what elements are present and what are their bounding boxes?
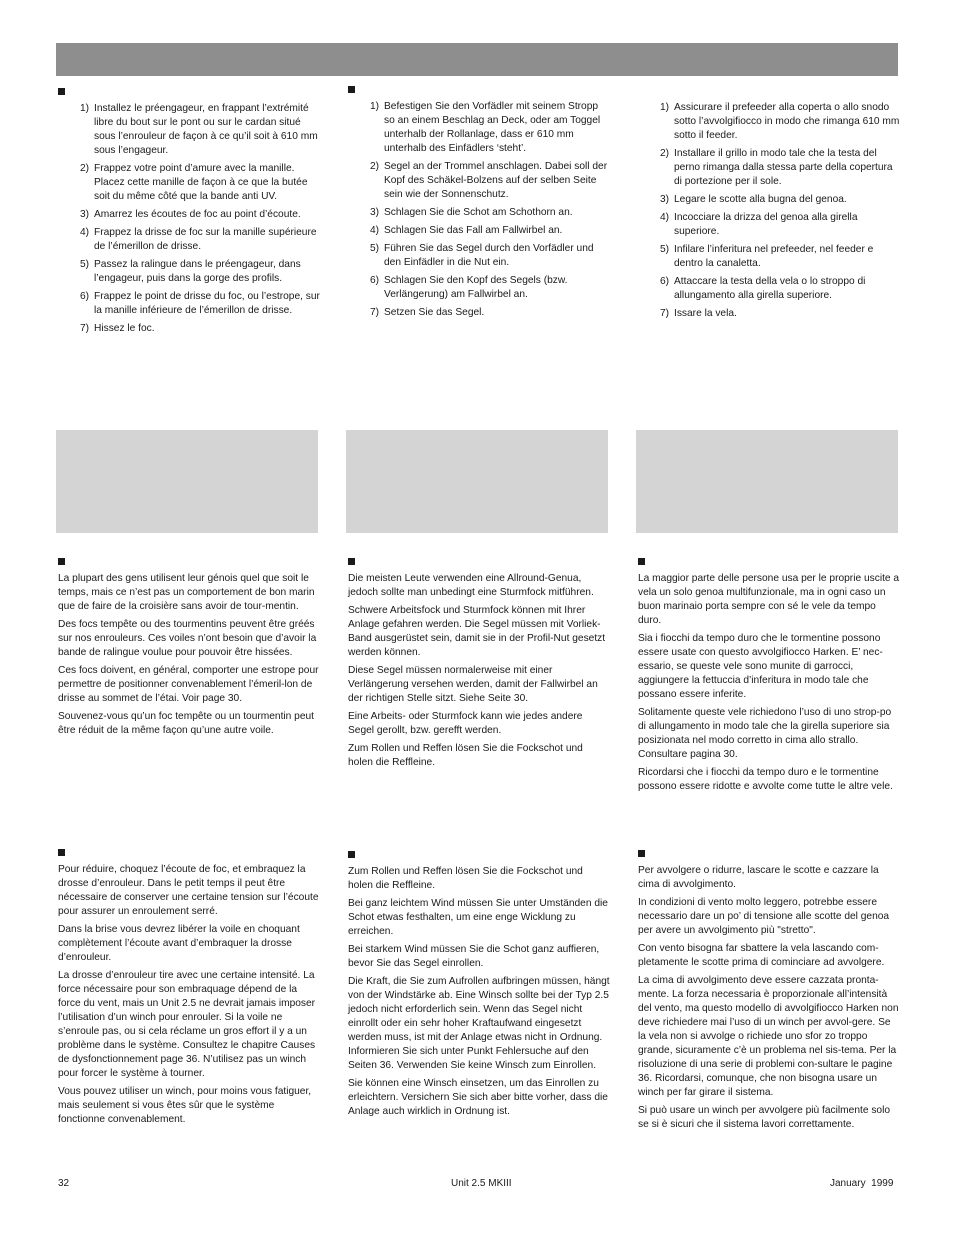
- step-list: [638, 101, 900, 321]
- paragraph-group: [348, 572, 610, 770]
- paragraph-group: [638, 572, 900, 794]
- step-text: Amarrez les écoutes de foc au point d’écoute.: [94, 209, 301, 220]
- step-number: 4): [660, 212, 670, 223]
- install-column-it: [638, 87, 900, 325]
- step-text: Schlagen Sie die Schot am Schothorn an.: [384, 207, 573, 218]
- list-item: [348, 306, 610, 320]
- list-item: [638, 211, 900, 239]
- step-text: Führen Sie das Segel durch den Vorfädler und den Einfädler in die Nut ein.: [384, 243, 594, 268]
- paragraph: Ricordarsi che i fiocchi da tempo duro e le tormentine possono essere ridotte e avvolte come tutte le altre vele.: [638, 767, 893, 792]
- step-text: Installare il grillo in modo tale che la testa del perno rimanga dalla stessa parte della copertura di portezione per il sole.: [674, 148, 893, 187]
- step-number: 3): [660, 194, 670, 205]
- step-number: 1): [80, 103, 90, 114]
- list-item: [58, 258, 320, 286]
- paragraph-group: [58, 863, 320, 1127]
- paragraph: Si può usare un winch per avvolgere più facilmente solo se si è sicuri che il sistema lavori correttamente.: [638, 1105, 891, 1130]
- list-item: [348, 160, 610, 202]
- step-text: Legare le scotte alla bugna del genoa.: [674, 194, 847, 205]
- paragraph: Diese Segel müssen normalerweise mit einer Verlängerung versehen werden, damit der Fallwirbel an der richtigen Stelle sitzt. Siehe Seite 30.: [348, 665, 598, 704]
- furl-column-fr: [58, 849, 320, 1131]
- storm-column-it: [638, 558, 900, 798]
- step-text: Infilare l’inferitura nel prefeeder, nel feeder e dentro la canaletta.: [674, 244, 874, 269]
- paragraph: Des focs tempête ou des tourmentins peuvent être gréés sur nos enrouleurs. Ces voiles n’ont besoin que d’avoir la bande de ralingue voulue pour pouvoir être hissées.: [58, 619, 317, 658]
- list-item: [58, 226, 320, 254]
- paragraph: Bei starkem Wind müssen Sie die Schot ganz auffieren, bevor Sie das Segel einrollen.: [348, 944, 600, 969]
- furl-column-it: [638, 850, 900, 1136]
- section-marker: [348, 558, 355, 565]
- section-marker: [638, 558, 645, 565]
- step-number: 1): [370, 101, 380, 112]
- page-number: 32: [58, 1178, 70, 1189]
- paragraph: Zum Rollen und Reffen lösen Sie die Fockschot und holen die Reffleine.: [348, 866, 583, 891]
- section-marker: [348, 86, 355, 93]
- paragraph: Souvenez-vous qu’un foc tempête ou un tourmentin peut être réduit de la même façon qu’une autre voile.: [58, 711, 314, 736]
- list-item: [58, 322, 320, 336]
- list-item: [348, 224, 610, 238]
- paragraph: La maggior parte delle persone usa per le proprie uscite a vela un solo genoa multifunzionale, ma in ogni caso un buon marinaio porta sempre con sé le vele da tempo duro.: [638, 573, 900, 626]
- list-item: [58, 208, 320, 222]
- step-text: Incocciare la drizza del genoa alla girella superiore.: [674, 212, 858, 237]
- list-item: [348, 274, 610, 302]
- step-number: 5): [80, 259, 90, 270]
- list-item: [58, 102, 320, 158]
- step-text: Befestigen Sie den Vorfädler mit seinem Stropp so an einem Beschlag an Deck, oder am Toggel unterhalb der Rollanlage, dass er 610 mm unterhalb des Einfädlers ‘steht’.: [384, 101, 601, 154]
- step-number: 5): [370, 243, 380, 254]
- paragraph: Con vento bisogna far sbattere la vela lascando com-pletamente le scotte prima di cominciare ad avvolgere.: [638, 943, 885, 968]
- paragraph: Sie können eine Winsch einsetzen, um das Einrollen zu erleichtern. Versichern Sie sich aber bitte vorher, dass die Anlage auch wirklich in Ordnung ist.: [348, 1078, 608, 1117]
- image-placeholder-fr: [56, 430, 318, 533]
- paragraph: La plupart des gens utilisent leur génois quel que soit le temps, mais ce n’est pas un comportement de bon marin que de faire de la croisière sans avoir de tour-mentin.: [58, 573, 315, 612]
- list-item: [638, 193, 900, 207]
- list-item: [58, 162, 320, 204]
- step-list: [348, 100, 610, 320]
- step-text: Schlagen Sie das Fall am Fallwirbel an.: [384, 225, 563, 236]
- paragraph: La drosse d’enrouleur tire avec une certaine intensité. La force nécessaire pour son embraquage dépend de la force du vent, mais un Unit 2.5 ne devrait jamais imposer l’utilisation d’un winch pour enrouler. Si la voile ne s’enroule pas, ou si cela réclame un gros effort il y a un problème dans le système. Consultez le chapitre Causes de dysfonctionnement page 36. N’utilisez pas un winch pour forcer le système à tourner.: [58, 970, 316, 1079]
- list-item: [638, 307, 900, 321]
- list-item: [348, 242, 610, 270]
- step-number: 2): [660, 148, 670, 159]
- step-text: Frappez le point de drisse du foc, ou l’estrope, sur la manille inférieure de l’émerillon de drisse.: [94, 291, 320, 316]
- footer-date: January 1999: [830, 1178, 894, 1189]
- list-item: [58, 290, 320, 318]
- list-item: [638, 275, 900, 303]
- paragraph: Dans la brise vous devrez libérer la voile en choquant complètement l’écoute avant d’embraquer la drosse d’enrouleur.: [58, 924, 300, 963]
- paragraph: Die Kraft, die Sie zum Aufrollen aufbringen müssen, hängt von der Windstärke ab. Eine Winsch sollte bei der Typ 2.5 jedoch nicht erforderlich sein. Wenn das Segel nicht einrollt oder ein sehr hoher Kraftaufwand eingesetzt werden muss, ist mit der Anlage etwas nicht in Ordnung. Informieren Sie sich unter Punkt Fehlersuche auf den Seiten 36. Verwenden Sie keine Winsch zum Einrollen.: [348, 976, 610, 1071]
- section-marker: [348, 851, 355, 858]
- step-number: 5): [660, 244, 670, 255]
- paragraph: Zum Rollen und Reffen lösen Sie die Fockschot und holen die Reffleine.: [348, 743, 583, 768]
- paragraph: Vous pouvez utiliser un winch, pour moins vous fatiguer, mais seulement si vous êtes sûr que le système fonctionne convenablement.: [58, 1086, 312, 1125]
- step-number: 2): [80, 163, 90, 174]
- list-item: [638, 147, 900, 189]
- paragraph-group: [348, 865, 610, 1119]
- step-text: Setzen Sie das Segel.: [384, 307, 485, 318]
- paragraph: Per avvolgere o ridurre, lascare le scotte e cazzare la cima di avvolgimento.: [638, 865, 879, 890]
- step-text: Schlagen Sie den Kopf des Segels (bzw. Verlängerung) am Fallwirbel an.: [384, 275, 568, 300]
- section-marker: [58, 558, 65, 565]
- step-text: Assicurare il prefeeder alla coperta o allo snodo sotto l’avvolgifiocco in modo che rimanga 610 mm sotto il feeder.: [674, 102, 900, 141]
- step-number: 1): [660, 102, 670, 113]
- section-marker: [58, 849, 65, 856]
- paragraph: Sia i fiocchi da tempo duro che le tormentine possono essere usate con questo avvolgifiocco Harken. E’ nec-essario, se queste vele sono munite di garrocci, aggiungere la fettuccia d’inferitura in modo tale che possano essere inferite.: [638, 633, 883, 700]
- step-text: Frappez votre point d’amure avec la manille. Placez cette manille de façon à ce que la butée soit du même côté que la bande anti UV.: [94, 163, 308, 202]
- list-item: [348, 206, 610, 220]
- paragraph: Solitamente queste vele richiedono l’uso di uno strop-po di allungamento in modo tale che la girella superiore sia posizionata nel modo corretto in cima allo strallo. Consultare pagina 30.: [638, 707, 892, 760]
- furl-column-de: [348, 851, 610, 1123]
- paragraph: Pour réduire, choquez l’écoute de foc, et embraquez la drosse d’enrouleur. Dans le petit temps il peut être nécessaire de conserver une certaine tension sur l’écoute pour assurer un enroulement serré.: [58, 864, 319, 917]
- step-text: Attaccare la testa della vela o lo stroppo di allungamento alla girella superiore.: [674, 276, 866, 301]
- step-number: 6): [660, 276, 670, 287]
- list-item: [638, 243, 900, 271]
- step-number: 7): [660, 308, 670, 319]
- list-item: [348, 100, 610, 156]
- paragraph: Eine Arbeits- oder Sturmfock kann wie jedes andere Segel gerollt, bzw. gerefft werden.: [348, 711, 583, 736]
- step-number: 6): [80, 291, 90, 302]
- paragraph: Bei ganz leichtem Wind müssen Sie unter Umständen die Schot etwas festhalten, um eine enge Wicklung zu erreichen.: [348, 898, 608, 937]
- step-number: 2): [370, 161, 380, 172]
- image-placeholder-de: [346, 430, 608, 533]
- install-column-fr: [58, 88, 320, 340]
- step-number: 4): [80, 227, 90, 238]
- paragraph: Die meisten Leute verwenden eine Allround-Genua, jedoch sollte man unbedingt eine Sturmfock mitführen.: [348, 573, 594, 598]
- step-text: Frappez la drisse de foc sur la manille supérieure de l’émerillon de drisse.: [94, 227, 317, 252]
- footer-model: Unit 2.5 MKIII: [451, 1178, 512, 1189]
- storm-column-de: [348, 558, 610, 774]
- paragraph: La cima di avvolgimento deve essere cazzata pronta-mente. La forza necessaria è proporzionale all’intensità del vento, ma questo modello di avvolgifiocco Harken non deve richiedere mai l’uso di un winch per avvol-gere. Se la vela non si avvolge o richiede uno sfor zo troppo grande, sicuramente c’è un problema nel sis-tema. Per la risoluzione di una serie di problemi con-sultare le pagine 36. Ricordarsi, comunque, che non bisogna usare un winch per far girare il sistema.: [638, 975, 899, 1098]
- header-bar: [56, 43, 898, 76]
- step-text: Issare la vela.: [674, 308, 737, 319]
- step-text: Installez le préengageur, en frappant l’extrémité libre du bout sur le pont ou sur le cardan situé sous l’enrouleur de façon à ce qu’il soit à 610 mm sous l’engageur.: [94, 103, 318, 156]
- step-number: 7): [370, 307, 380, 318]
- step-number: 3): [370, 207, 380, 218]
- list-item: [638, 101, 900, 143]
- paragraph: In condizioni di vento molto leggero, potrebbe essere necessario dare un po’ di tensione alle scotte del genoa per avere un avvolgimento più "stretto".: [638, 897, 890, 936]
- storm-column-fr: [58, 558, 320, 742]
- step-number: 4): [370, 225, 380, 236]
- paragraph-group: [58, 572, 320, 738]
- image-placeholder-it: [636, 430, 898, 533]
- install-column-de: [348, 86, 610, 324]
- step-number: 3): [80, 209, 90, 220]
- step-number: 6): [370, 275, 380, 286]
- paragraph: Schwere Arbeitsfock und Sturmfock können mit Ihrer Anlage gefahren werden. Die Segel müssen mit Vorliek-Band ausgerüstet sein, damit sie in der Profil-Nut gesetzt werden können.: [348, 605, 606, 658]
- step-text: Passez la ralingue dans le préengageur, dans l’engageur, puis dans la gorge des profils.: [94, 259, 301, 284]
- step-text: Segel an der Trommel anschlagen. Dabei soll der Kopf des Schäkel-Bolzens auf der selben Seite sein wie der Sonnenschutz.: [384, 161, 608, 200]
- step-list: [58, 102, 320, 336]
- paragraph-group: [638, 864, 900, 1132]
- section-marker: [58, 88, 65, 95]
- step-text: Hissez le foc.: [94, 323, 155, 334]
- paragraph: Ces focs doivent, en général, comporter une estrope pour permettre de positionner convenablement l’émeril-lon de drisse au sommet de l’étai. Voir page 30.: [58, 665, 319, 704]
- step-number: 7): [80, 323, 90, 334]
- section-marker: [638, 850, 645, 857]
